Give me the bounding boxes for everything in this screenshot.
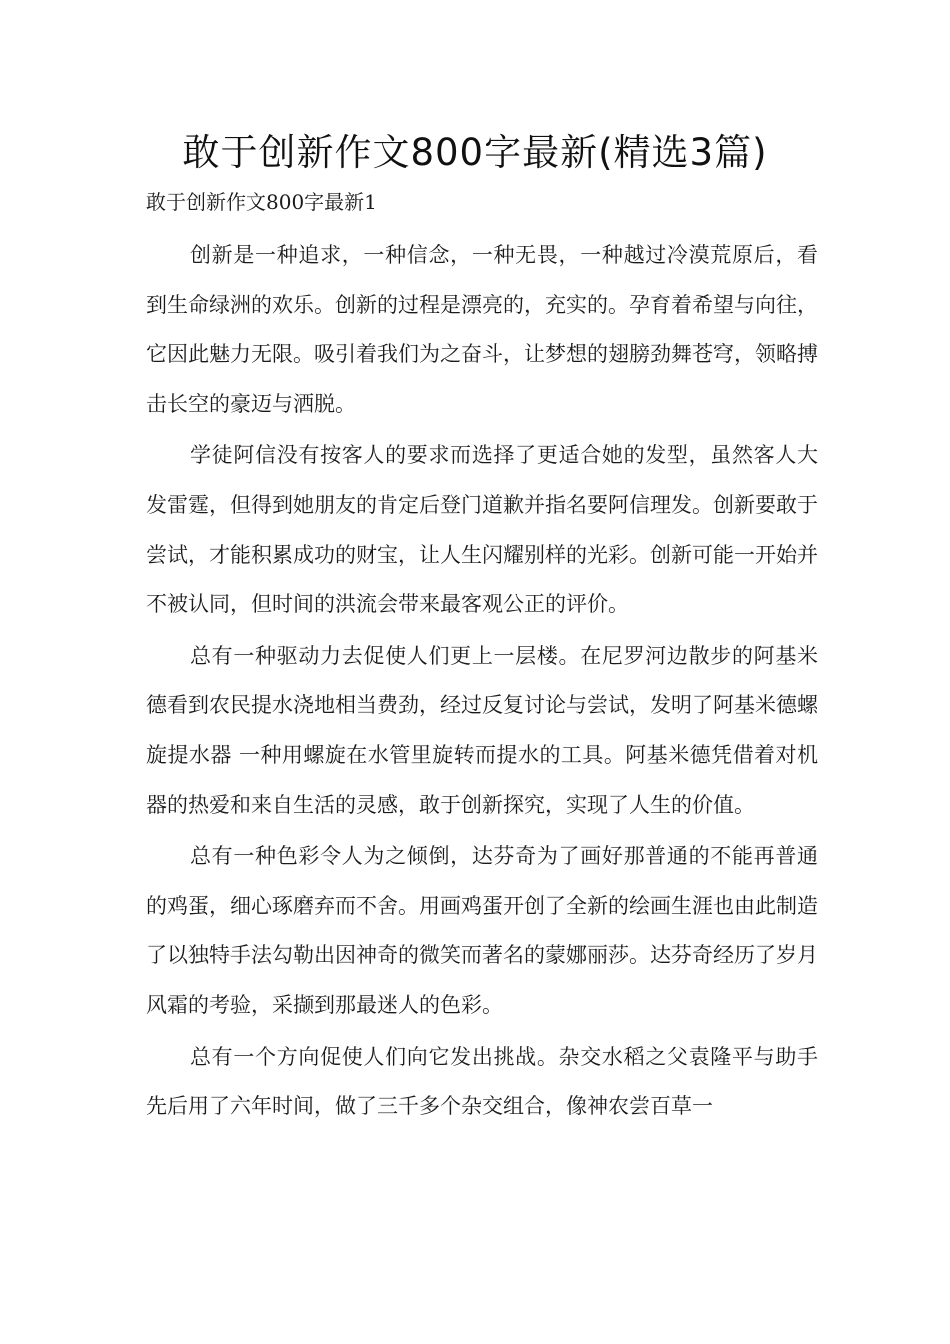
document-title: 敢于创新作文800字最新(精选3篇) xyxy=(182,131,768,174)
paragraph-2: 学徒阿信没有按客人的要求而选择了更适合她的发型，虽然客人大发雷霆，但得到她朋友的肯定后登门道歉并指名要阿信理发。创新要敢于尝试，才能积累成功的财宝，让人生闪耀别样的光彩。创新可能一开始并不被认同，但时间的洪流会带来最客观公正的评价。 xyxy=(146,443,818,617)
section-heading: 敢于创新作文800字最新1 xyxy=(146,190,377,214)
paragraph-5: 总有一个方向促使人们向它发出挑战。杂交水稻之父袁隆平与助手先后用了六年时间，做了三千多个杂交组合，像神农尝百草一 xyxy=(146,1044,818,1119)
document-body xyxy=(146,231,818,1134)
paragraph-4: 总有一种色彩令人为之倾倒，达芬奇为了画好那普通的不能再普通的鸡蛋，细心琢磨弃而不舍。用画鸡蛋开创了全新的绘画生涯也由此制造了以独特手法勾勒出因神奇的微笑而著名的蒙娜丽莎。达芬奇经历了岁月风霜的考验，采撷到那最迷人的色彩。 xyxy=(146,844,818,1017)
paragraph-1: 创新是一种追求，一种信念，一种无畏，一种越过冷漠荒原后，看到生命绿洲的欢乐。创新的过程是漂亮的，充实的。孕育着希望与向往，它因此魅力无限。吸引着我们为之奋斗，让梦想的翅膀劲舞苍穹，领略搏击长空的豪迈与洒脱。 xyxy=(146,243,818,416)
paragraph-3: 总有一种驱动力去促使人们更上一层楼。在尼罗河边散步的阿基米德看到农民提水浇地相当费劲，经过反复讨论与尝试，发明了阿基米德螺旋提水器 一种用螺旋在水管里旋转而提水的工具。阿基米德凭借着对机器的热爱和来自生活的灵感，敢于创新探究，实现了人生的价值。 xyxy=(146,643,818,817)
